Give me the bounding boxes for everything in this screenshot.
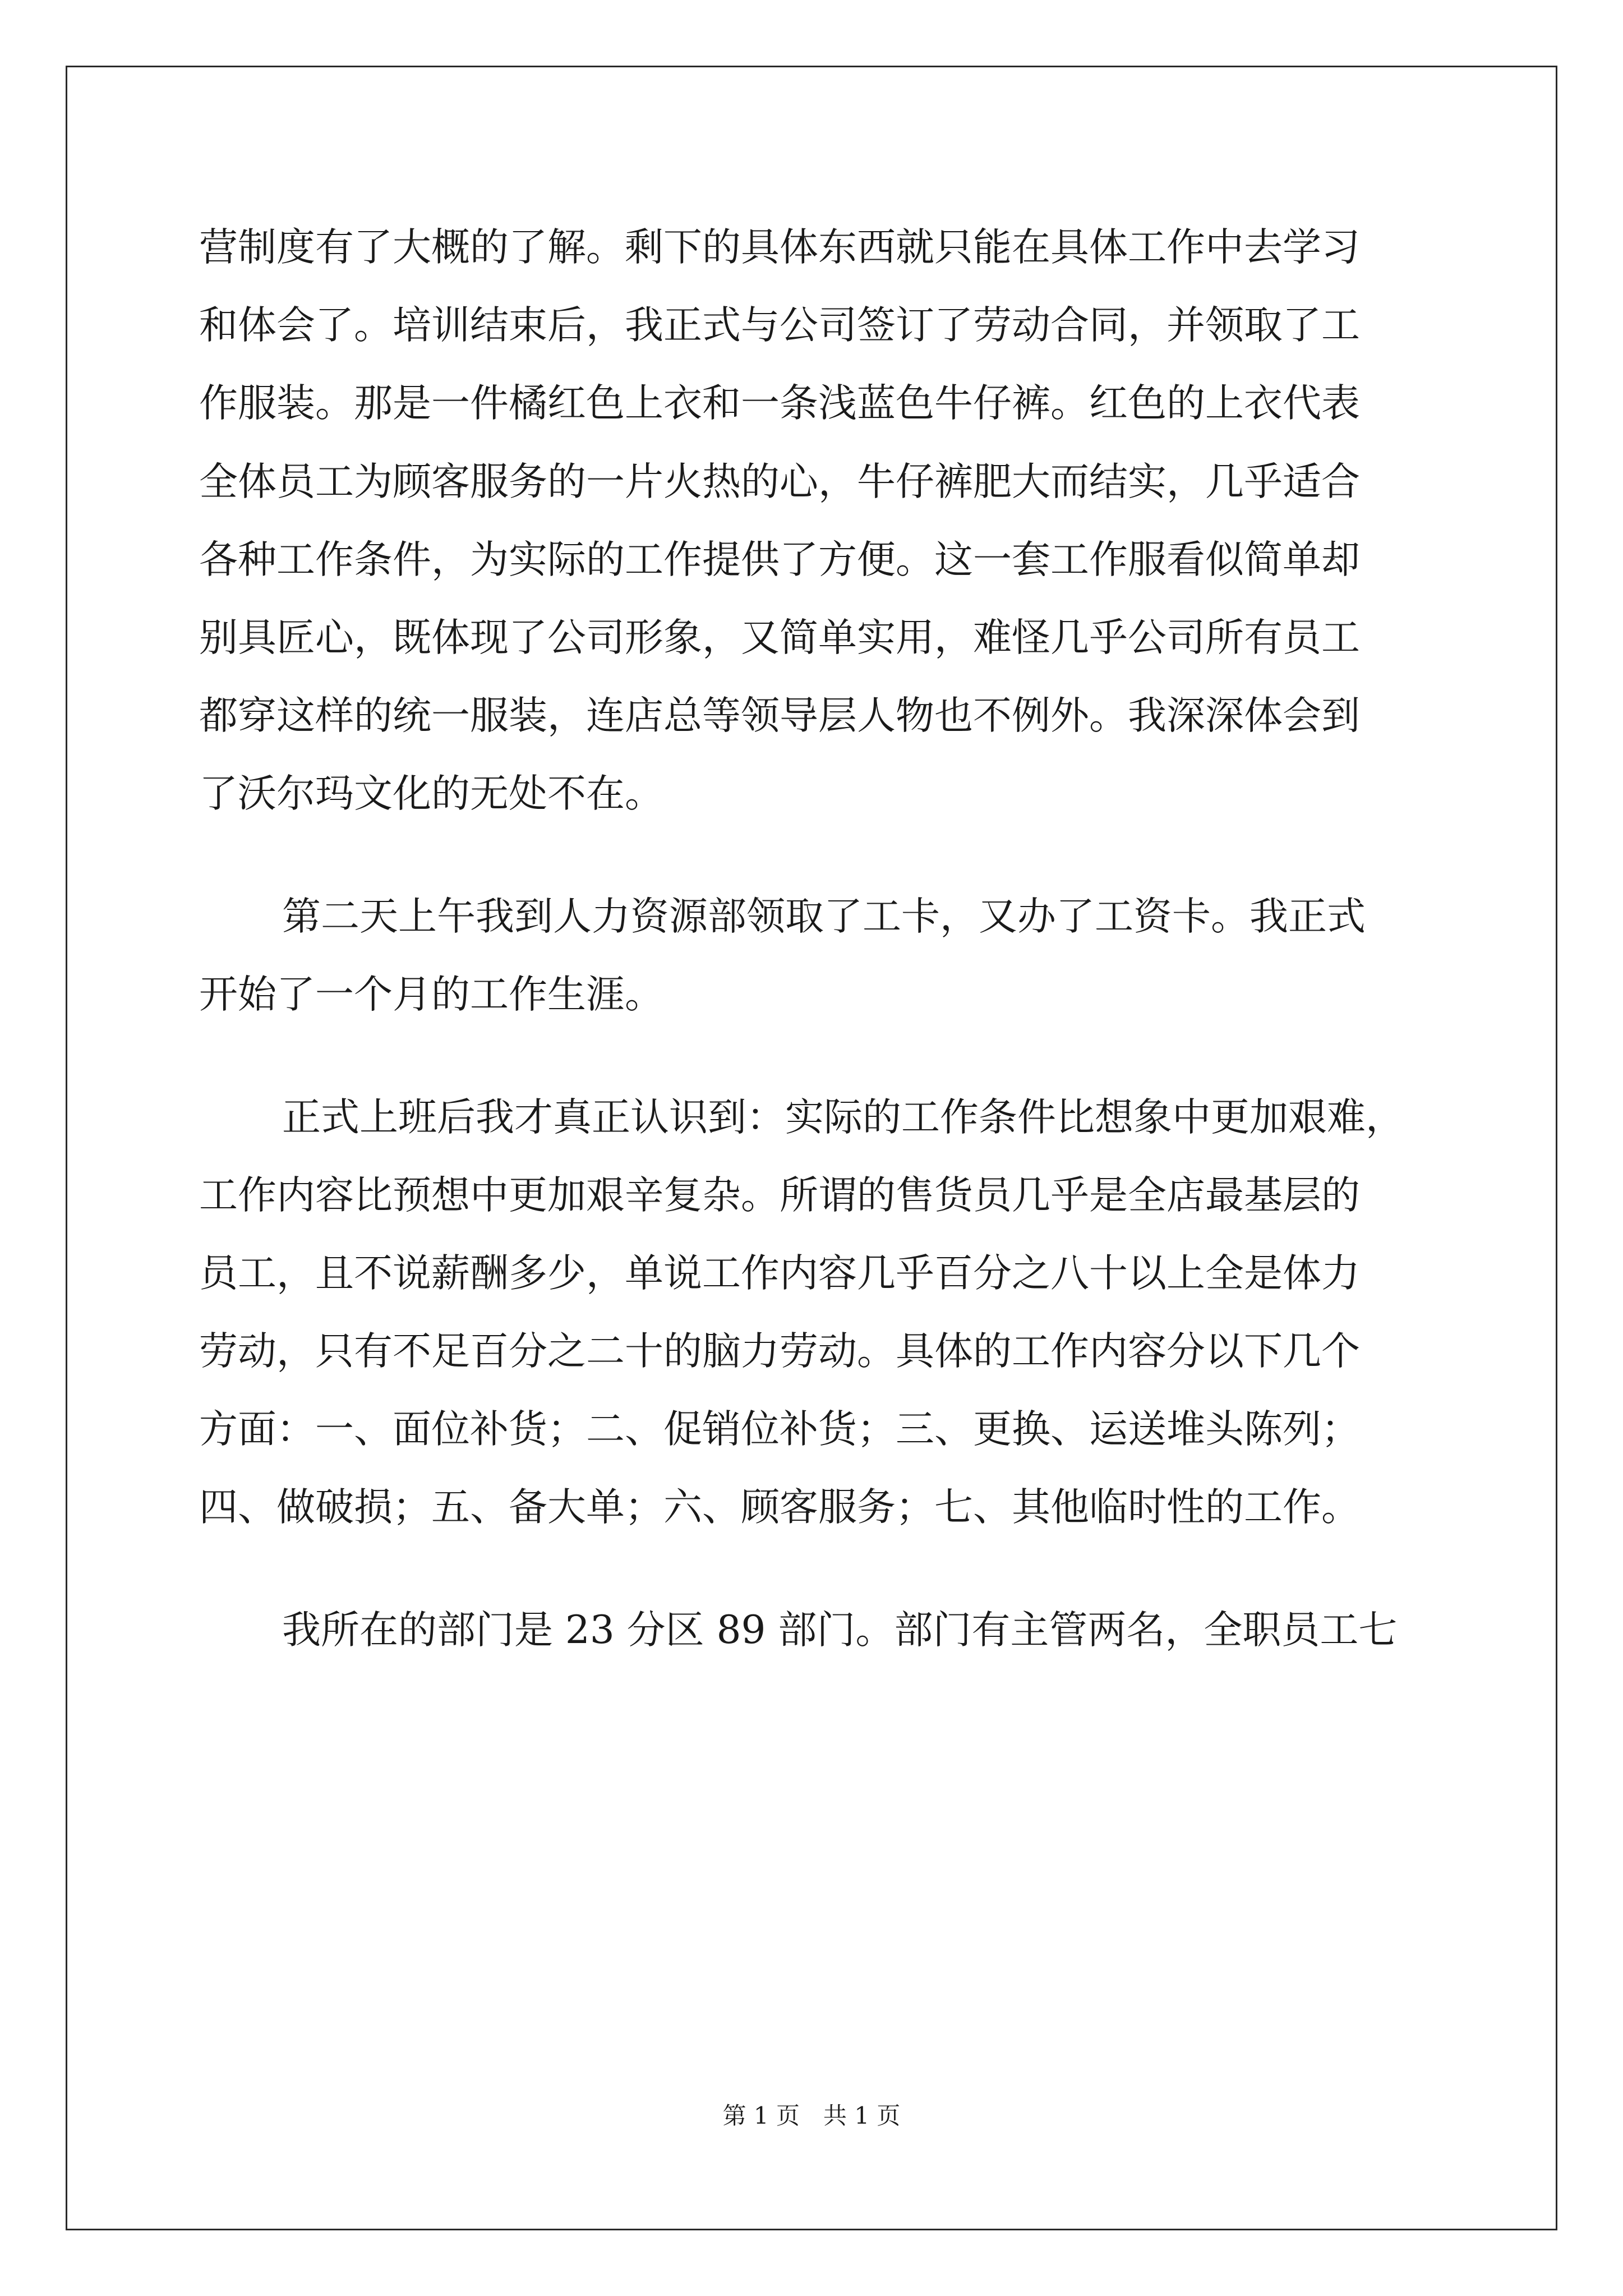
text-line: 开始了一个月的工作生涯。 <box>199 972 663 1017</box>
paragraph-first-line: 我所在的部门是 23 分区 89 部门。部门有主管两名，全职员工七 <box>282 1608 1398 1653</box>
text-line: 和体会了。培训结束后，我正式与公司签订了劳动合同，并领取了工 <box>199 303 1360 348</box>
text-line: 别具匠心，既体现了公司形象，又简单实用，难怪几乎公司所有员工 <box>199 615 1360 660</box>
text-line: 方面：一、面位补货；二、促销位补货；三、更换、运送堆头陈列； <box>199 1407 1360 1452</box>
text-line: 营制度有了大概的了解。剩下的具体东西就只能在具体工作中去学习 <box>199 225 1360 270</box>
text-line: 了沃尔玛文化的无处不在。 <box>199 771 663 816</box>
paragraph-first-line: 正式上班后我才真正认识到：实际的工作条件比想象中更加艰难， <box>282 1095 1404 1140</box>
paragraph-first-line: 第二天上午我到人力资源部领取了工卡，又办了工资卡。我正式 <box>282 894 1366 939</box>
text-line: 全体员工为顾客服务的一片火热的心，牛仔裤肥大而结实，几乎适合 <box>199 459 1360 504</box>
text-line: 劳动，只有不足百分之二十的脑力劳动。具体的工作内容分以下几个 <box>199 1329 1360 1374</box>
text-line: 工作内容比预想中更加艰辛复杂。所谓的售货员几乎是全店最基层的 <box>199 1173 1360 1218</box>
text-line: 都穿这样的统一服装，连店总等领导层人物也不例外。我深深体会到 <box>199 693 1360 738</box>
text-line: 员工，且不说薪酬多少，单说工作内容几乎百分之八十以上全是体力 <box>199 1251 1360 1296</box>
text-line: 作服装。那是一件橘红色上衣和一条浅蓝色牛仔裤。红色的上衣代表 <box>199 381 1360 426</box>
text-line: 四、做破损；五、备大单；六、顾客服务；七、其他临时性的工作。 <box>199 1485 1360 1530</box>
text-line: 各种工作条件，为实际的工作提供了方便。这一套工作服看似简单却 <box>199 537 1360 582</box>
page-number-footer: 第 1 页 共 1 页 <box>722 2102 901 2129</box>
